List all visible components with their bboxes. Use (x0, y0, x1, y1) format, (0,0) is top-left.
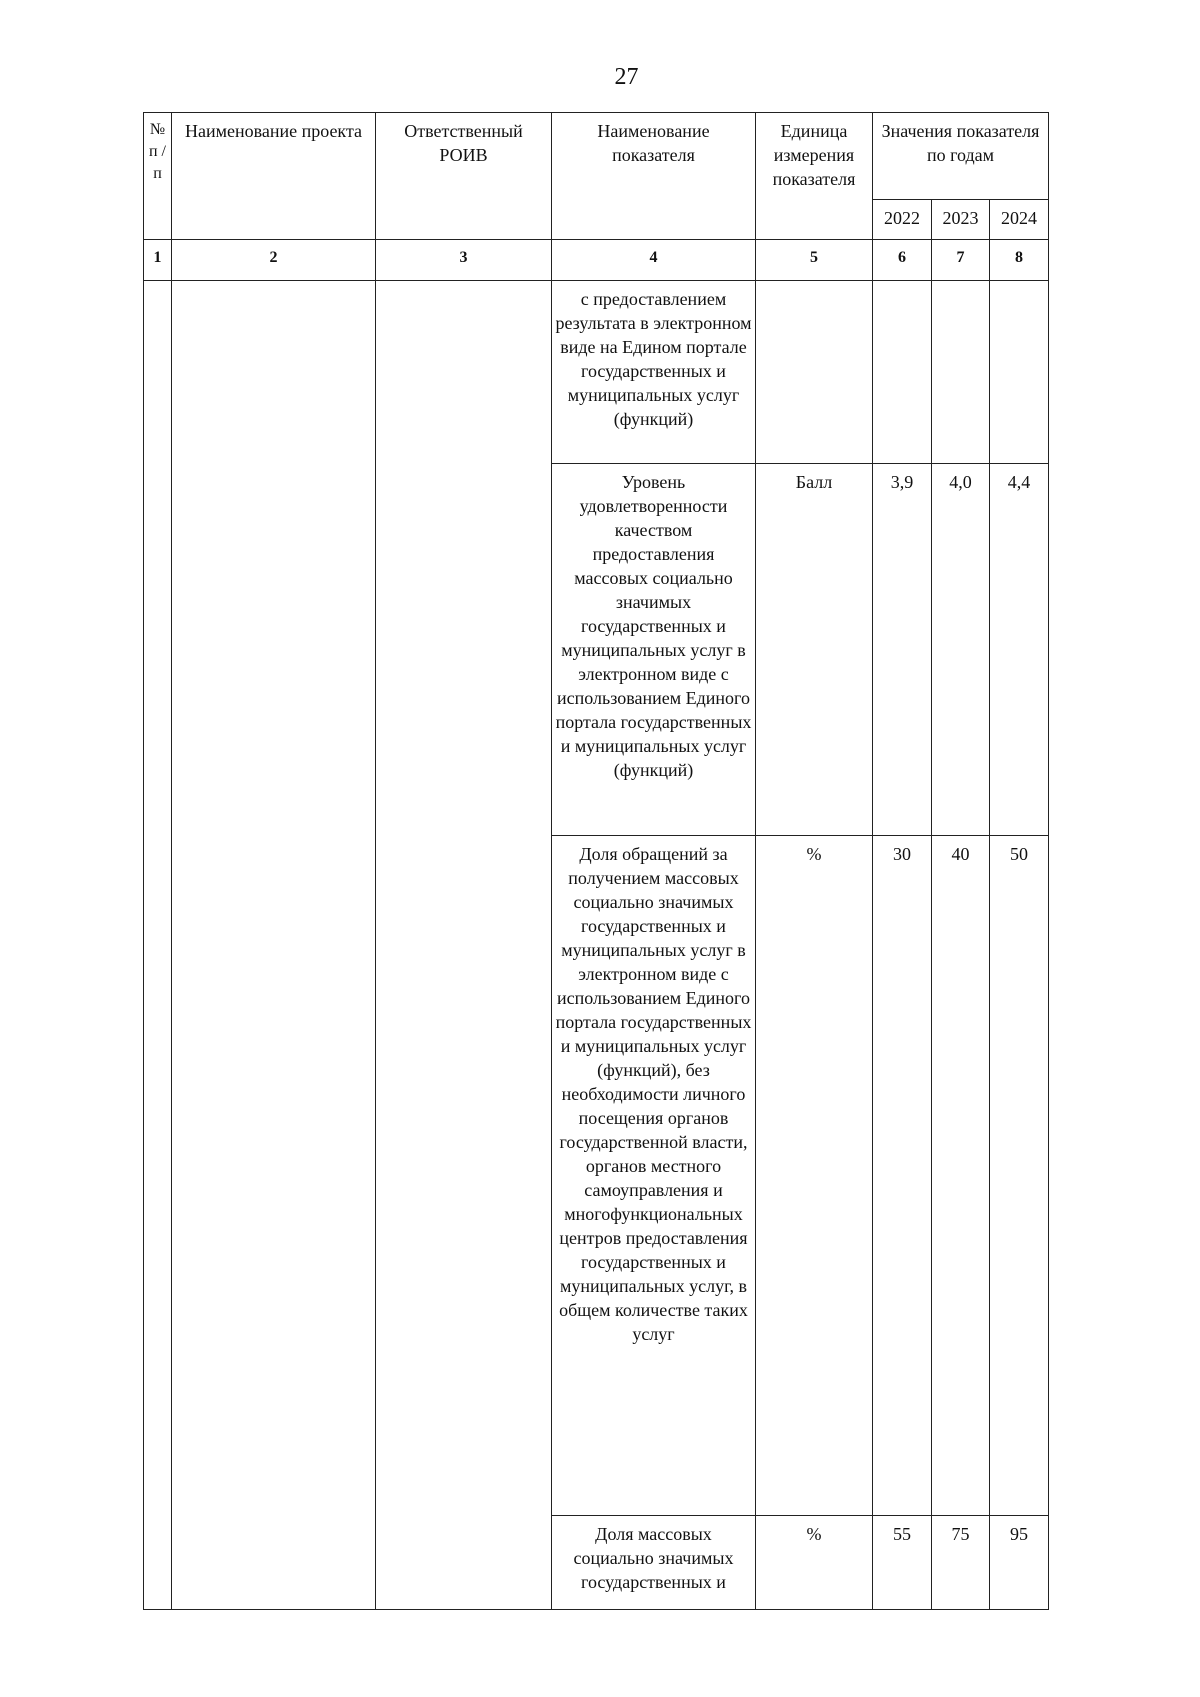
header-indicator-name: Наименование показателя (552, 113, 756, 240)
column-number: 3 (376, 240, 552, 281)
value-2022-cell (873, 281, 932, 464)
value-2023-cell (932, 281, 990, 464)
unit-cell (756, 281, 873, 464)
roiv-cell (376, 281, 552, 1610)
indicator-name-cell: Доля обращений за получением массовых социально значимых государственных и муниципальных услуг в электронном виде с использованием Единого портала государственных и муниципальных услуг (функций), без необходимости личного посещения органов государственной власти, органов местного самоуправления и многофункциональных центров предоставления государственных и муниципальных услуг, в общем количестве таких услуг (552, 836, 756, 1516)
header-year-2024: 2024 (990, 200, 1049, 240)
header-year-2022: 2022 (873, 200, 932, 240)
unit-cell: % (756, 1516, 873, 1610)
value-2024-cell: 4,4 (990, 464, 1049, 836)
indicators-table (143, 112, 1049, 1610)
table-row (144, 281, 1049, 464)
column-number: 1 (144, 240, 172, 281)
value-2023-cell: 40 (932, 836, 990, 1516)
column-number: 7 (932, 240, 990, 281)
header-responsible-roiv: Ответственный РОИВ (376, 113, 552, 240)
value-2024-cell: 50 (990, 836, 1049, 1516)
indicator-name-cell: Доля массовых социально значимых государственных и (552, 1516, 756, 1610)
header-unit: Единица измерения показателя (756, 113, 873, 240)
value-2024-cell: 95 (990, 1516, 1049, 1610)
column-number: 2 (172, 240, 376, 281)
indicator-name-cell: Уровень удовлетворенности качеством предоставления массовых социально значимых государственных и муниципальных услуг в электронном виде с использованием Единого портала государственных и муниципальных услуг (функций) (552, 464, 756, 836)
value-2022-cell: 55 (873, 1516, 932, 1610)
indicator-name-cell: с предоставлением результата в электронном виде на Едином портале государственных и муниципальных услуг (функций) (552, 281, 756, 464)
header-project-name: Наименование проекта (172, 113, 376, 240)
column-number: 6 (873, 240, 932, 281)
column-numbers-row (144, 240, 1049, 281)
header-number-col: № п / п (144, 113, 172, 240)
unit-cell: Балл (756, 464, 873, 836)
value-2022-cell: 3,9 (873, 464, 932, 836)
column-number: 5 (756, 240, 873, 281)
header-row (144, 113, 1049, 200)
column-number: 8 (990, 240, 1049, 281)
value-2022-cell: 30 (873, 836, 932, 1516)
value-2023-cell: 75 (932, 1516, 990, 1610)
header-year-2023: 2023 (932, 200, 990, 240)
page-number: 27 (614, 64, 639, 90)
header-values-by-year: Значения показателя по годам (873, 113, 1049, 200)
value-2024-cell (990, 281, 1049, 464)
project-name-cell (172, 281, 376, 1610)
unit-cell: % (756, 836, 873, 1516)
column-number: 4 (552, 240, 756, 281)
number-cell (144, 281, 172, 1610)
value-2023-cell: 4,0 (932, 464, 990, 836)
